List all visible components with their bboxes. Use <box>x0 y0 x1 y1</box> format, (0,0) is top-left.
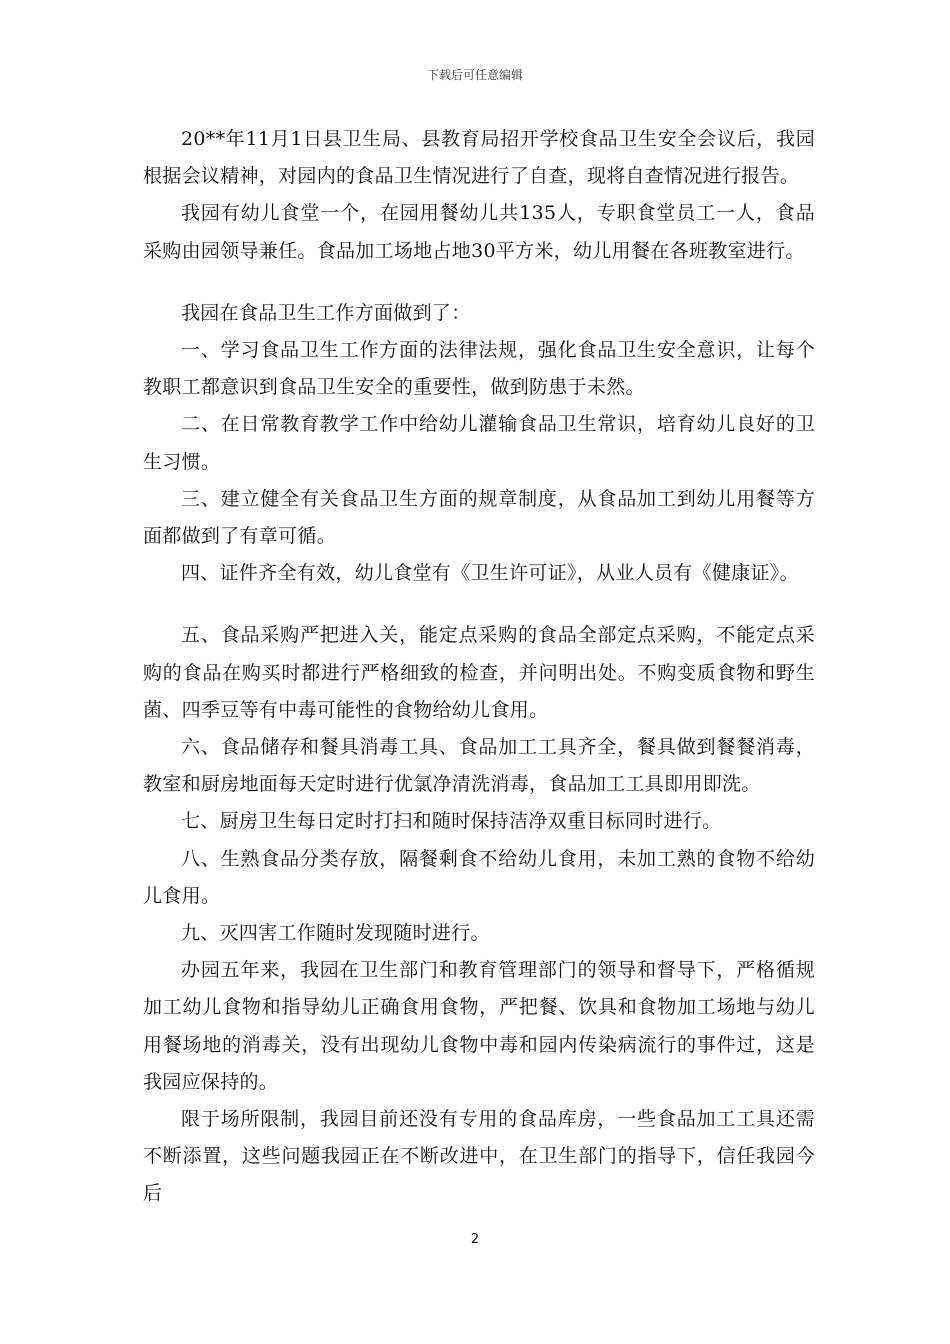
document-body <box>143 121 815 1213</box>
paragraph-item-3: 三、建立健全有关食品卫生方面的规章制度，从食品加工到幼儿用餐等方面都做到了有章可循。 <box>143 487 815 548</box>
paragraph-gap <box>143 270 815 295</box>
paragraph-gap <box>143 592 815 617</box>
paragraph-item-8: 八、生熟食品分类存放，隔餐剩食不给幼儿食用，未加工熟的食物不给幼儿食用。 <box>143 847 815 907</box>
paragraph-kindergarten-overview: 我园有幼儿食堂一个，在园用餐幼儿共135人，专职食堂员工一人，食品采购由园领导兼任。食品加工场地占地30平方米，幼儿用餐在各班教室进行。 <box>143 202 815 262</box>
paragraph-measures-heading: 我园在食品卫生工作方面做到了： <box>181 301 471 324</box>
paragraph-item-6: 六、食品储存和餐具消毒工具、食品加工工具齐全，餐具做到餐餐消毒，教室和厨房地面每天定时进行优氯净清洗消毒，食品加工工具即用即洗。 <box>143 736 815 796</box>
paragraph-item-9: 九、灭四害工作随时发现随时进行。 <box>181 922 490 945</box>
paragraph-item-1: 一、学习食品卫生工作方面的法律法规，强化食品卫生安全意识，让每个教职工都意识到食品卫生安全的重要性，做到防患于未然。 <box>143 339 815 399</box>
paragraph-limitations: 限于场所限制，我园目前还没有专用的食品库房，一些食品加工工具还需不断添置，这些问题我园正在不断改进中，在卫生部门的指导下，信任我园今后 <box>143 1108 815 1205</box>
paragraph-summary: 办园五年来，我园在卫生部门和教育管理部门的领导和督导下，严格循规加工幼儿食物和指导幼儿正确食用食物，严把餐、饮具和食物加工场地与幼儿用餐场地的消毒关，没有出现幼儿食物中毒和园内传染病流行的事件过，这是我园应保持的。 <box>143 959 815 1093</box>
paragraph-meeting-intro: 20**年11月1日县卫生局、县教育局招开学校食品卫生安全会议后，我园根据会议精神，对园内的食品卫生情况进行了自查，现将自查情况进行报告。 <box>143 128 815 188</box>
paragraph-item-2: 二、在日常教育教学工作中给幼儿灌输食品卫生常识，培育幼儿良好的卫生习惯。 <box>143 413 815 473</box>
page-number: 2 <box>470 1232 480 1247</box>
paragraph-item-5: 五、食品采购严把进入关，能定点采购的食品全部定点采购，不能定点采购的食品在购买时都进行严格细致的检查，并问明出处。不购变质食物和野生菌、四季豆等有中毒可能性的食物给幼儿食用。 <box>143 624 815 721</box>
paragraph-item-4: 四、证件齐全有效，幼儿食堂有《卫生许可证》，从业人员有《健康证》。 <box>181 562 799 585</box>
paragraph-item-7: 七、厨房卫生每日定时打扫和随时保持洁净双重目标同时进行。 <box>181 810 722 833</box>
page-header-note: 下载后可任意编辑 <box>426 68 523 82</box>
